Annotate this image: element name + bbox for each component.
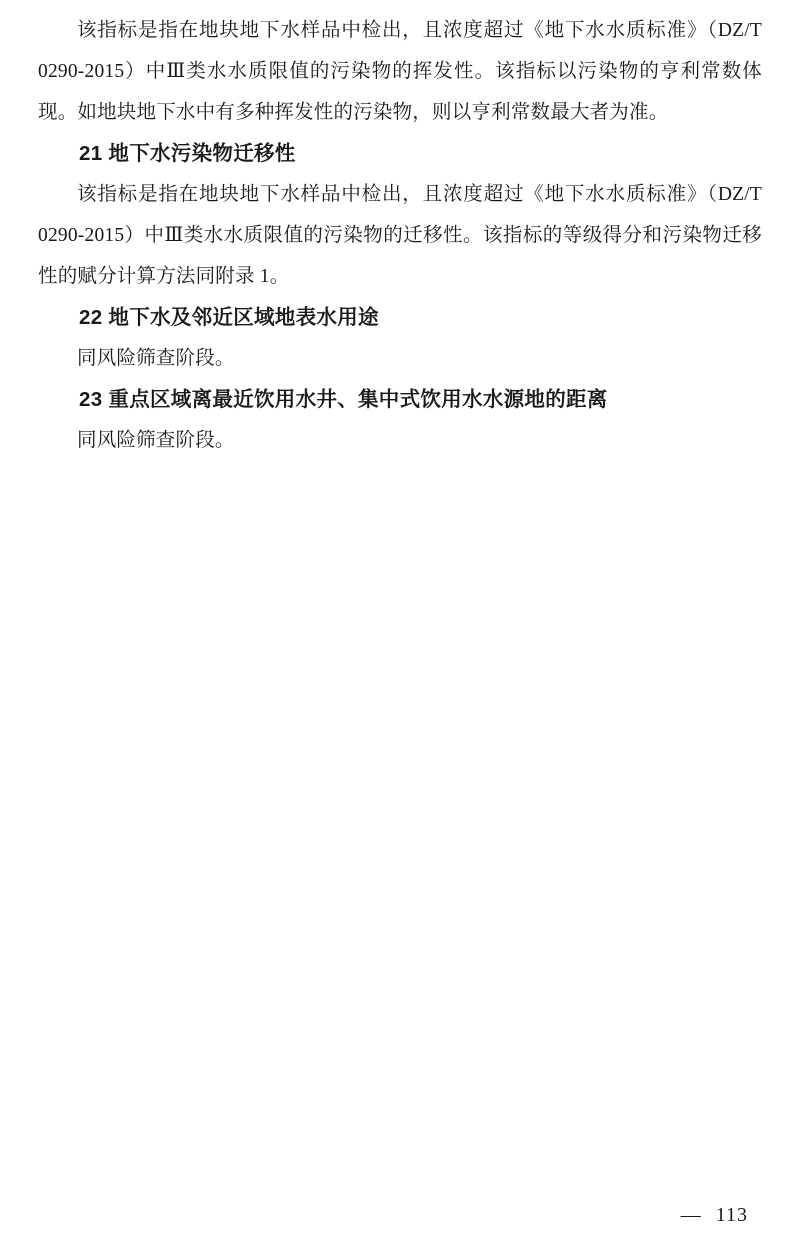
heading-distance-to-drinking-water: 23 重点区域离最近饮用水井、集中式饮用水水源地的距离	[79, 388, 608, 411]
paragraph-volatility: 该指标是指在地块地下水样品中检出，且浓度超过《地下水水质标准》（DZ/T 0290-2015）中Ⅲ类水水质限值的污染物的挥发性。该指标以污染物的亨利常数体现。如地块地下水中有多种挥发性的污染物，则以亨利常数最大者为准。	[38, 20, 762, 123]
page-number: 113	[715, 1204, 748, 1226]
heading-groundwater-surfacewater-use: 22 地下水及邻近区域地表水用途	[79, 306, 379, 329]
page-number-prefix: —	[680, 1204, 702, 1226]
paragraph-migration: 该指标是指在地块地下水样品中检出，且浓度超过《地下水水质标准》（DZ/T 0290-2015）中Ⅲ类水水质限值的污染物的迁移性。该指标的等级得分和污染物迁移性的赋分计算方法同附录 1。	[38, 184, 762, 287]
paragraph-same-as-screening-2: 同风险筛查阶段。	[77, 430, 235, 451]
page-content	[38, 0, 762, 461]
page-footer	[0, 1204, 800, 1227]
paragraph-same-as-screening-1: 同风险筛查阶段。	[77, 348, 235, 369]
heading-groundwater-pollutant-migration: 21 地下水污染物迁移性	[79, 142, 296, 165]
